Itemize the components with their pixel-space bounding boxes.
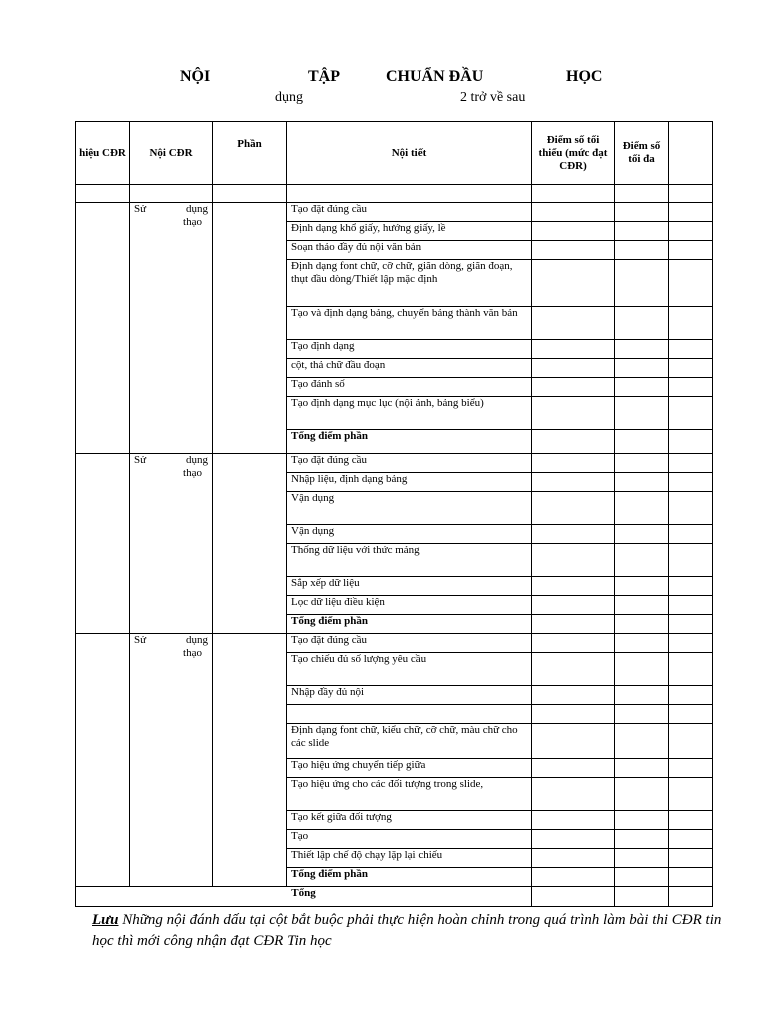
- min-score-cell: [532, 378, 615, 397]
- header-empty: [669, 122, 713, 185]
- page-subtitle: [0, 90, 768, 108]
- section-total-label: Tổng điểm phần: [287, 430, 532, 454]
- mark-cell: [669, 634, 713, 653]
- task-detail: Thống dữ liệu với thức mảng: [287, 544, 532, 577]
- section-part-cell: [213, 454, 287, 634]
- page-title: [0, 68, 768, 90]
- task-detail: Định dạng font chữ, cỡ chữ, giãn dòng, giãn đoạn, thụt đầu dòng/Thiết lập mặc định: [287, 260, 532, 307]
- max-score-cell: [615, 340, 669, 359]
- max-score-cell: [615, 454, 669, 473]
- max-score-cell: [615, 430, 669, 454]
- task-detail: Tạo đánh số: [287, 378, 532, 397]
- min-score-cell: [532, 615, 615, 634]
- task-detail: Tạo và định dạng bảng, chuyển bảng thành văn bản: [287, 307, 532, 340]
- section-code-cell: [76, 454, 130, 634]
- task-detail: [287, 705, 532, 724]
- task-detail: Tạo: [287, 830, 532, 849]
- task-detail: Nhập đầy đủ nội: [287, 686, 532, 705]
- task-detail: Soạn thảo đầy đủ nội văn bản: [287, 241, 532, 260]
- min-score-cell: [532, 849, 615, 868]
- mark-cell: [669, 759, 713, 778]
- mark-cell: [669, 307, 713, 340]
- max-score-cell: [615, 260, 669, 307]
- max-score-cell: [615, 203, 669, 222]
- min-score-cell: [532, 260, 615, 307]
- min-score-cell: [532, 686, 615, 705]
- section-cdr-word: dụng: [186, 634, 208, 646]
- mark-cell: [669, 615, 713, 634]
- section-total-label: Tổng điểm phần: [287, 868, 532, 887]
- min-score-cell: [532, 811, 615, 830]
- task-detail: Định dạng khổ giấy, hướng giấy, lề: [287, 222, 532, 241]
- max-score-cell: [615, 887, 669, 907]
- max-score-cell: [615, 849, 669, 868]
- min-score-cell: [532, 868, 615, 887]
- max-score-cell: [615, 397, 669, 430]
- min-score-cell: [532, 241, 615, 260]
- title-part-3: CHUẨN ĐẦU: [386, 68, 484, 85]
- task-detail: Vận dụng: [287, 492, 532, 525]
- mark-cell: [669, 724, 713, 759]
- mark-cell: [669, 222, 713, 241]
- empty-cell: [287, 185, 532, 203]
- section-cdr-word: Sử: [134, 634, 147, 646]
- task-detail: Tạo định dạng: [287, 340, 532, 359]
- task-detail: Thiết lập chế độ chạy lặp lại chiếu: [287, 849, 532, 868]
- max-score-cell: [615, 615, 669, 634]
- min-score-cell: [532, 340, 615, 359]
- min-score-cell: [532, 596, 615, 615]
- empty-cell: [76, 185, 130, 203]
- max-score-cell: [615, 868, 669, 887]
- footnote-label: Lưu: [92, 912, 119, 928]
- section-total-label: Tổng điểm phần: [287, 615, 532, 634]
- empty-row: [76, 185, 713, 203]
- mark-cell: [669, 203, 713, 222]
- learning-outcomes-table: [75, 121, 713, 907]
- min-score-cell: [532, 544, 615, 577]
- max-score-cell: [615, 473, 669, 492]
- header-row: [76, 122, 713, 185]
- min-score-cell: [532, 359, 615, 378]
- task-detail: Nhập liệu, định dạng bảng: [287, 473, 532, 492]
- header-max-score: Điểm số tối đa: [615, 122, 669, 185]
- mark-cell: [669, 830, 713, 849]
- mark-cell: [669, 397, 713, 430]
- grand-total-row: [76, 887, 713, 907]
- header-min-score: Điểm số tối thiểu (mức đạt CĐR): [532, 122, 615, 185]
- mark-cell: [669, 849, 713, 868]
- task-detail: Tạo hiệu ứng chuyển tiếp giữa: [287, 759, 532, 778]
- min-score-cell: [532, 634, 615, 653]
- max-score-cell: [615, 544, 669, 577]
- section-part-cell: [213, 634, 287, 887]
- mark-cell: [669, 260, 713, 307]
- task-detail: Sắp xếp dữ liệu: [287, 577, 532, 596]
- mark-cell: [669, 686, 713, 705]
- max-score-cell: [615, 759, 669, 778]
- max-score-cell: [615, 778, 669, 811]
- header-detail: Nội tiết: [287, 122, 532, 185]
- mark-cell: [669, 544, 713, 577]
- subtitle-part-1: dụng: [275, 90, 303, 105]
- title-part-1: NỘI: [180, 68, 211, 85]
- max-score-cell: [615, 811, 669, 830]
- max-score-cell: [615, 359, 669, 378]
- min-score-cell: [532, 307, 615, 340]
- task-detail: Tạo chiếu đủ số lượng yêu cầu: [287, 653, 532, 686]
- empty-cell: [615, 185, 669, 203]
- mark-cell: [669, 473, 713, 492]
- min-score-cell: [532, 492, 615, 525]
- min-score-cell: [532, 705, 615, 724]
- max-score-cell: [615, 686, 669, 705]
- grand-total-label: Tổng: [76, 887, 532, 907]
- section-cdr-word: Sử: [134, 203, 147, 215]
- section-cdr-cell: [130, 454, 213, 634]
- mark-cell: [669, 705, 713, 724]
- empty-cell: [213, 185, 287, 203]
- mark-cell: [669, 577, 713, 596]
- section-cdr-cell: [130, 203, 213, 454]
- section-code-cell: [76, 634, 130, 887]
- task-detail: cột, thả chữ đầu đoạn: [287, 359, 532, 378]
- title-part-2: TẬP: [308, 68, 340, 85]
- mark-cell: [669, 811, 713, 830]
- max-score-cell: [615, 830, 669, 849]
- min-score-cell: [532, 759, 615, 778]
- task-detail: Tạo đặt đúng cầu: [287, 454, 532, 473]
- min-score-cell: [532, 653, 615, 686]
- section-cdr-line: [134, 454, 208, 467]
- header-code: hiệu CĐR: [76, 122, 130, 185]
- max-score-cell: [615, 705, 669, 724]
- min-score-cell: [532, 203, 615, 222]
- max-score-cell: [615, 634, 669, 653]
- empty-cell: [532, 185, 615, 203]
- section-cdr-line: [134, 634, 208, 647]
- section-cdr-cell: [130, 634, 213, 887]
- footnote: [92, 910, 722, 952]
- empty-cell: [669, 185, 713, 203]
- mark-cell: [669, 653, 713, 686]
- max-score-cell: [615, 577, 669, 596]
- mark-cell: [669, 778, 713, 811]
- task-detail: Tạo hiệu ứng cho các đối tượng trong slide,: [287, 778, 532, 811]
- section-cdr-line: thạo: [183, 216, 202, 228]
- min-score-cell: [532, 473, 615, 492]
- mark-cell: [669, 492, 713, 525]
- mark-cell: [669, 454, 713, 473]
- task-detail: Định dạng font chữ, kiểu chữ, cỡ chữ, màu chữ cho các slide: [287, 724, 532, 759]
- max-score-cell: [615, 307, 669, 340]
- task-detail: Tạo định dạng mục lục (nội ảnh, bảng biểu): [287, 397, 532, 430]
- mark-cell: [669, 525, 713, 544]
- task-detail: Vận dụng: [287, 525, 532, 544]
- task-detail: Tạo kết giữa đối tượng: [287, 811, 532, 830]
- min-score-cell: [532, 397, 615, 430]
- min-score-cell: [532, 778, 615, 811]
- task-detail: Lọc dữ liệu điều kiện: [287, 596, 532, 615]
- task-row: [76, 634, 713, 653]
- section-cdr-line: thạo: [183, 467, 202, 479]
- mark-cell: [669, 596, 713, 615]
- mark-cell: [669, 359, 713, 378]
- task-detail: Tạo đặt đúng cầu: [287, 634, 532, 653]
- mark-cell: [669, 340, 713, 359]
- section-cdr-line: [134, 203, 208, 216]
- title-part-4: HỌC: [566, 68, 603, 85]
- min-score-cell: [532, 577, 615, 596]
- section-cdr-word: dụng: [186, 203, 208, 215]
- mark-cell: [669, 378, 713, 397]
- max-score-cell: [615, 492, 669, 525]
- header-part: Phần: [213, 122, 287, 185]
- max-score-cell: [615, 525, 669, 544]
- task-row: [76, 203, 713, 222]
- min-score-cell: [532, 222, 615, 241]
- min-score-cell: [532, 525, 615, 544]
- mark-cell: [669, 241, 713, 260]
- section-cdr-line: thạo: [183, 647, 202, 659]
- max-score-cell: [615, 724, 669, 759]
- min-score-cell: [532, 830, 615, 849]
- header-cdr-content: Nội CĐR: [130, 122, 213, 185]
- section-code-cell: [76, 203, 130, 454]
- empty-cell: [130, 185, 213, 203]
- task-detail: Tạo đặt đúng cầu: [287, 203, 532, 222]
- max-score-cell: [615, 241, 669, 260]
- min-score-cell: [532, 887, 615, 907]
- max-score-cell: [615, 222, 669, 241]
- max-score-cell: [615, 653, 669, 686]
- section-part-cell: [213, 203, 287, 454]
- footnote-text: Những nội đánh dấu tại cột bắt buộc phải thực hiện hoàn chỉnh trong quá trình làm bài thi CĐR tin học thì mới công nhận đạt CĐR Tin học: [92, 912, 722, 949]
- mark-cell: [669, 887, 713, 907]
- section-cdr-word: dụng: [186, 454, 208, 466]
- subtitle-part-2: 2 trở về sau: [460, 90, 526, 105]
- table-body: [76, 122, 713, 907]
- mark-cell: [669, 868, 713, 887]
- task-row: [76, 454, 713, 473]
- min-score-cell: [532, 724, 615, 759]
- min-score-cell: [532, 430, 615, 454]
- max-score-cell: [615, 378, 669, 397]
- mark-cell: [669, 430, 713, 454]
- max-score-cell: [615, 596, 669, 615]
- min-score-cell: [532, 454, 615, 473]
- section-cdr-word: Sử: [134, 454, 147, 466]
